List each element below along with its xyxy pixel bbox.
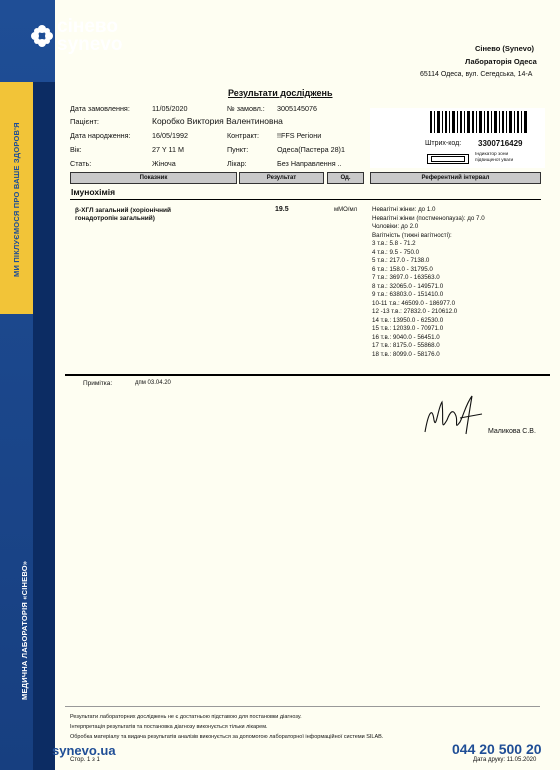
patient-name: Коробко Виктория Валентиновна xyxy=(152,116,283,126)
reference-line: 3 т.в.: 5.8 - 71.2 xyxy=(372,240,416,247)
brand-line2: synevo xyxy=(57,34,123,55)
contract-label: Контракт: xyxy=(227,131,259,140)
reference-line: 17 т.в.: 8175.0 - 55868.0 xyxy=(372,342,440,349)
point: Одеса(Пастера 28)1 xyxy=(277,145,345,154)
signature-image xyxy=(420,390,495,440)
note-text: дпм 03.04.20 xyxy=(135,380,171,386)
signer-name: Маликова С.В. xyxy=(488,428,536,435)
sex-label: Стать: xyxy=(70,159,92,168)
page-title: Результати досліджень xyxy=(228,88,333,98)
reference-line: 18 т.в.: 8099.0 - 58176.0 xyxy=(372,350,440,358)
barcode-image xyxy=(430,111,530,133)
phone-number: 044 20 500 20 xyxy=(452,741,542,757)
reference-line: 4 т.в.: 9.5 - 750.0 xyxy=(372,248,420,256)
point-label: Пункт: xyxy=(227,145,249,154)
sidebar-lab-name: МЕДИЧНА ЛАБОРАТОРІЯ «СІНЕВО» xyxy=(20,560,29,700)
table-bottom-rule xyxy=(65,374,550,376)
header-indicator: Показник xyxy=(70,172,237,184)
barcode-label: Штрих-код: xyxy=(425,140,462,147)
test-result: 19.5 xyxy=(275,206,289,213)
sidebar-fold xyxy=(33,82,55,770)
footer-line3: Обробка матеріалу та видача результатів аналізів виконується за допомогою лабораторної інформаційної системи SILAB. xyxy=(70,734,384,740)
indicator-zone xyxy=(427,154,469,164)
brand-line1: сінево xyxy=(57,16,118,37)
reference-line: Чоловіки: до 2.0 xyxy=(372,223,419,230)
birth-label: Дата народження: xyxy=(70,131,131,140)
page-number: Стор. 1 з 1 xyxy=(70,757,100,763)
age: 27 Y 11 M xyxy=(152,145,184,154)
section-divider xyxy=(70,199,541,200)
header-reference: Референтний інтервал xyxy=(370,172,541,184)
section-title: Імунохімія xyxy=(71,187,116,197)
print-date: Дата друку: 11.05.2020 xyxy=(473,757,537,763)
reference-line: Невагітні жінки (постменопауза): до 7.0 xyxy=(372,214,485,222)
reference-line: 15 т.в.: 12039.0 - 70971.0 xyxy=(372,325,444,332)
patient-label: Пацієнт: xyxy=(70,117,100,126)
test-unit: мМО/мл xyxy=(334,207,358,213)
reference-line: Невагітні жінки: до 1.0 xyxy=(372,206,436,213)
footer-divider xyxy=(65,706,540,707)
reference-line: 14 т.в.: 13950.0 - 62530.0 xyxy=(372,316,444,324)
reference-list xyxy=(372,206,485,359)
doctor-label: Лікар: xyxy=(227,159,247,168)
reference-line: 5 т.в.: 217.0 - 7138.0 xyxy=(372,257,430,264)
reference-line: 7 т.в.: 3697.0 - 163563.0 xyxy=(372,274,440,281)
lab-address: 65114 Одеса, вул. Сегедська, 14-А xyxy=(420,71,533,78)
indicator-label: Індикатор зони підвищеної уваги xyxy=(475,152,514,163)
order-no: 3005145076 xyxy=(277,104,317,113)
site-link[interactable]: synevo.ua xyxy=(52,743,116,758)
doctor: Без Направлення .. xyxy=(277,159,342,168)
sex: Жіноча xyxy=(152,159,176,168)
order-no-label: № замовл.: xyxy=(227,104,265,113)
reference-line: 16 т.в.: 9040.0 - 56451.0 xyxy=(372,333,440,341)
birth-date: 16/05/1992 xyxy=(152,131,188,140)
reference-line: 12 -13 т.в.: 27832.0 - 210612.0 xyxy=(372,308,458,315)
reference-line: Вагітність (тижні вагітності): xyxy=(372,231,452,239)
reference-line: 8 т.в.: 32065.0 - 149571.0 xyxy=(372,282,444,290)
flower-logo-icon xyxy=(30,24,54,48)
lab-city: Лабораторія Одеса xyxy=(465,57,537,66)
footer-line2: Інтерпретація результатів та постановка діагнозу виконується тільки лікарем. xyxy=(70,724,268,730)
order-date-label: Дата замовлення: xyxy=(70,104,130,113)
test-name-line2: гонадотропін загальний) xyxy=(75,215,155,222)
barcode-value: 3300716429 xyxy=(478,139,523,148)
header-unit: Од. xyxy=(327,172,364,184)
order-date: 11/05/2020 xyxy=(152,104,188,113)
reference-line: 10-11 т.в.: 46509.0 - 186977.0 xyxy=(372,299,456,307)
document-page xyxy=(52,0,560,770)
header-result: Результат xyxy=(239,172,324,184)
contract: !!FFS Регіони xyxy=(277,131,322,140)
sidebar-slogan: МИ ПІКЛУЄМОСЯ ПРО ВАШЕ ЗДОРОВ'Я xyxy=(12,122,21,278)
note-label: Примітка: xyxy=(83,380,113,387)
footer-line1: Результати лабораторних досліджень не є достатньою підставою для постановки діагнозу. xyxy=(70,714,302,720)
reference-line: 6 т.в.: 158.0 - 31795.0 xyxy=(372,265,433,273)
age-label: Вік: xyxy=(70,145,82,154)
reference-line: 9 т.в.: 63803.0 - 151410.0 xyxy=(372,291,444,298)
sidebar xyxy=(0,0,55,770)
test-name-line1: β-ХГЛ загальний (хоріонічний xyxy=(75,207,172,214)
lab-name: Сінево (Synevo) xyxy=(475,44,535,53)
